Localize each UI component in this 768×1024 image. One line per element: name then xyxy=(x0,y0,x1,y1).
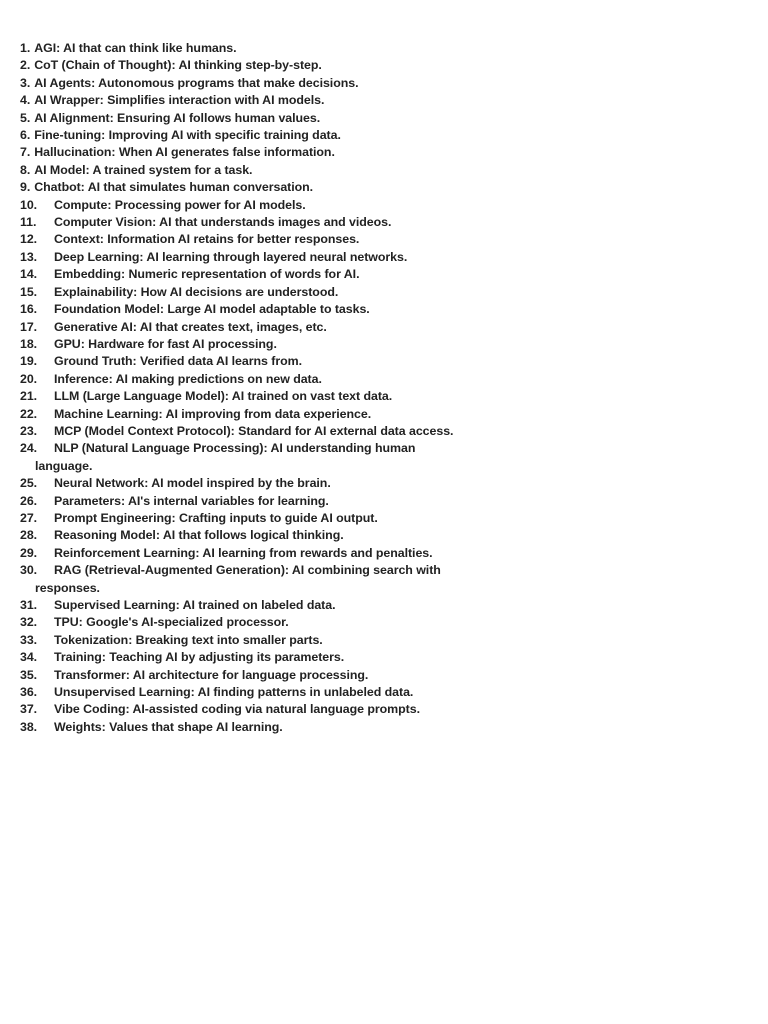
item-number: 14. xyxy=(20,267,38,282)
item-text: Tokenization: Breaking text into smaller parts. xyxy=(54,632,323,647)
item-number: 4. xyxy=(20,93,31,108)
item-number: 9. xyxy=(20,180,31,195)
item-number: 30. xyxy=(20,563,38,578)
item-text: AI Agents: Autonomous programs that make decisions. xyxy=(34,75,359,90)
list-item xyxy=(20,197,460,214)
item-text: Training: Teaching AI by adjusting its parameters. xyxy=(54,650,345,665)
item-number: 38. xyxy=(20,719,38,734)
item-number: 18. xyxy=(20,336,38,351)
item-text: Vibe Coding: AI-assisted coding via natural language prompts. xyxy=(54,702,420,717)
list-item xyxy=(20,684,460,701)
item-text: Unsupervised Learning: AI finding patterns in unlabeled data. xyxy=(54,685,414,700)
item-text: Context: Information AI retains for better responses. xyxy=(54,232,360,247)
list-item xyxy=(20,701,460,718)
list-item xyxy=(20,319,460,336)
item-number: 32. xyxy=(20,615,38,630)
item-text: Generative AI: AI that creates text, images, etc. xyxy=(54,319,327,334)
item-text: Compute: Processing power for AI models. xyxy=(54,197,306,212)
item-text: Reasoning Model: AI that follows logical thinking. xyxy=(54,528,344,543)
list-item xyxy=(20,110,460,127)
list-item xyxy=(20,423,460,440)
item-text: Weights: Values that shape AI learning. xyxy=(54,719,283,734)
item-text: AI Wrapper: Simplifies interaction with AI models. xyxy=(34,93,325,108)
item-number: 22. xyxy=(20,406,38,421)
list-item xyxy=(20,440,460,475)
item-number: 28. xyxy=(20,528,38,543)
list-item xyxy=(20,214,460,231)
list-item xyxy=(20,179,460,196)
item-text: Embedding: Numeric representation of words for AI. xyxy=(54,267,360,282)
list-item xyxy=(20,475,460,492)
item-text: Machine Learning: AI improving from data experience. xyxy=(54,406,372,421)
item-text: Prompt Engineering: Crafting inputs to guide AI output. xyxy=(54,510,378,525)
list-item xyxy=(20,597,460,614)
item-text: Computer Vision: AI that understands images and videos. xyxy=(54,215,392,230)
list-item xyxy=(20,614,460,631)
item-number: 13. xyxy=(20,249,38,264)
item-text: Deep Learning: AI learning through layered neural networks. xyxy=(54,249,408,264)
list-item xyxy=(20,632,460,649)
list-item xyxy=(20,40,460,57)
list-item xyxy=(20,92,460,109)
list-item xyxy=(20,75,460,92)
item-text: Supervised Learning: AI trained on labeled data. xyxy=(54,598,336,612)
list-item xyxy=(20,719,460,736)
list-item xyxy=(20,162,460,179)
list-item xyxy=(20,649,460,666)
list-item xyxy=(20,493,460,510)
item-text: GPU: Hardware for fast AI processing. xyxy=(54,336,277,351)
item-text: Parameters: AI's internal variables for learning. xyxy=(54,493,329,508)
item-number: 34. xyxy=(20,650,38,665)
item-text: Transformer: AI architecture for language processing. xyxy=(54,667,369,682)
list-item xyxy=(20,231,460,248)
item-text: AI Alignment: Ensuring AI follows human values. xyxy=(34,110,321,125)
list-item xyxy=(20,336,460,353)
item-number: 21. xyxy=(20,389,38,404)
item-number: 35. xyxy=(20,667,38,682)
item-number: 2. xyxy=(20,58,31,73)
item-number: 37. xyxy=(20,702,38,717)
list-item xyxy=(20,667,460,684)
list-item xyxy=(20,353,460,370)
list-item xyxy=(20,388,460,405)
item-number: 10. xyxy=(20,197,38,212)
item-text: Hallucination: When AI generates false information. xyxy=(34,145,335,160)
list-item xyxy=(20,406,460,423)
list-item xyxy=(20,249,460,266)
item-text: Fine-tuning: Improving AI with specific training data. xyxy=(34,128,341,143)
item-number: 1. xyxy=(20,41,31,55)
item-number: 27. xyxy=(20,510,38,525)
item-number: 8. xyxy=(20,162,31,177)
list-item xyxy=(20,510,460,527)
item-number: 7. xyxy=(20,145,31,160)
item-text: NLP (Natural Language Processing): AI understanding human language. xyxy=(35,441,416,473)
item-text: Ground Truth: Verified data AI learns from. xyxy=(54,354,302,369)
item-number: 20. xyxy=(20,371,38,386)
item-text: CoT (Chain of Thought): AI thinking step-by-step. xyxy=(34,58,322,73)
item-number: 16. xyxy=(20,302,38,317)
item-number: 5. xyxy=(20,110,31,125)
item-number: 31. xyxy=(20,598,38,612)
item-text: Explainability: How AI decisions are understood. xyxy=(54,284,339,299)
item-number: 17. xyxy=(20,319,38,334)
item-number: 12. xyxy=(20,232,38,247)
item-number: 15. xyxy=(20,284,38,299)
item-text: Reinforcement Learning: AI learning from rewards and penalties. xyxy=(54,545,433,560)
item-text: Neural Network: AI model inspired by the brain. xyxy=(54,476,331,491)
item-number: 19. xyxy=(20,354,38,369)
item-number: 36. xyxy=(20,685,38,700)
item-text: Inference: AI making predictions on new data. xyxy=(54,371,322,386)
item-text: MCP (Model Context Protocol): Standard for AI external data access. xyxy=(54,423,454,438)
item-text: LLM (Large Language Model): AI trained on vast text data. xyxy=(54,389,393,404)
item-number: 24. xyxy=(20,441,38,456)
item-text: Chatbot: AI that simulates human conversation. xyxy=(34,180,314,195)
item-number: 29. xyxy=(20,545,38,560)
list-item xyxy=(20,144,460,161)
item-text: RAG (Retrieval-Augmented Generation): AI combining search with responses. xyxy=(35,563,441,595)
item-number: 6. xyxy=(20,128,31,143)
item-number: 25. xyxy=(20,476,38,491)
list-item xyxy=(20,371,460,388)
item-text: Foundation Model: Large AI model adaptable to tasks. xyxy=(54,302,370,317)
item-text: TPU: Google's AI-specialized processor. xyxy=(54,615,289,630)
item-text: AI Model: A trained system for a task. xyxy=(34,162,253,177)
list-item xyxy=(20,57,460,74)
list-item xyxy=(20,527,460,544)
item-number: 26. xyxy=(20,493,38,508)
item-number: 33. xyxy=(20,632,38,647)
glossary-list xyxy=(20,40,460,736)
list-item xyxy=(20,284,460,301)
item-number: 11. xyxy=(20,215,37,230)
item-number: 23. xyxy=(20,423,38,438)
item-text: AGI: AI that can think like humans. xyxy=(34,41,237,55)
list-item xyxy=(20,545,460,562)
list-item xyxy=(20,127,460,144)
item-number: 3. xyxy=(20,75,31,90)
list-item xyxy=(20,301,460,318)
list-item xyxy=(20,562,460,597)
list-item xyxy=(20,266,460,283)
